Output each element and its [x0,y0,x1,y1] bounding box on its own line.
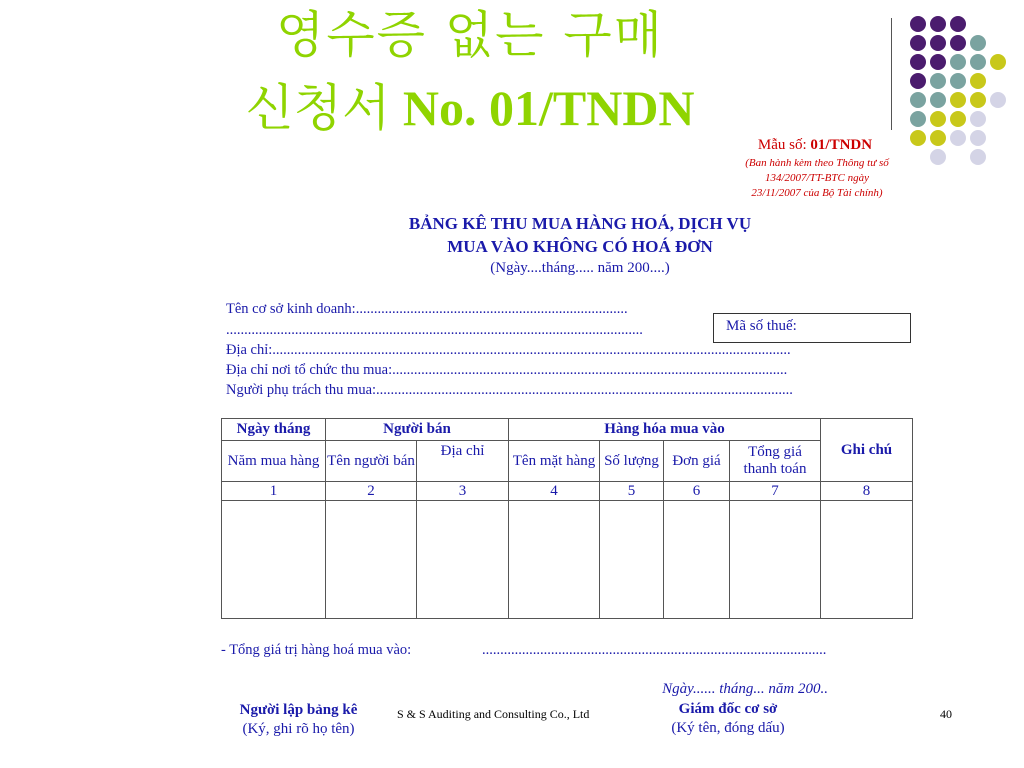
decorative-divider [891,18,892,130]
form-code [720,137,910,154]
dot [950,111,966,127]
dot [930,73,946,89]
preparer-title: Người lập bảng kê [239,702,358,718]
table-number-row [222,482,913,501]
col-number: 8 [821,482,913,501]
dot [930,54,946,70]
col-notes: Ghi chú [821,419,913,482]
tax-code-box [713,313,911,343]
empty-cell [326,501,417,619]
form-code-value: 01/TNDN [810,137,873,153]
dot [910,16,926,32]
col-item-name: Tên mặt hàng [509,441,600,482]
form-code-note-line3: 23/11/2007 của Bộ Tài chính) [751,187,883,199]
dot [910,73,926,89]
dot [930,35,946,51]
empty-cell [730,501,821,619]
total-dots: ............................................................................................... [482,642,827,658]
dot [970,54,986,70]
business-name-line: Tên cơ sở kinh doanh:........................................................................... [226,301,628,317]
person-in-charge-line: Người phụ trách thu mua:................................................................................................................... [226,382,793,398]
form-heading-line2: MUA VÀO KHÔNG CÓ HOÁ ĐƠN [447,237,713,256]
dot [930,111,946,127]
dot [930,16,946,32]
empty-cell [509,501,600,619]
dot [970,130,986,146]
empty-cell [222,501,326,619]
empty-cell [821,501,913,619]
form-code-note-line1: (Ban hành kèm theo Thông tư số [745,157,889,169]
col-group-seller: Người bán [326,419,509,441]
col-number: 2 [326,482,417,501]
col-quantity: Số lượng [600,441,664,482]
empty-cell [417,501,509,619]
dot [910,54,926,70]
address-line: Địa chỉ:............................................................................................................................................... [226,342,791,358]
page-number: 40 [940,707,952,721]
director-note: (Ký tên, đóng dấu) [671,720,785,736]
table-header-row [222,419,913,441]
dot [950,92,966,108]
col-group-goods: Hàng hóa mua vào [509,419,821,441]
sign-date: Ngày...... tháng... năm 200.. [662,681,828,697]
dot [930,92,946,108]
col-seller-name: Tên người bán [326,441,417,482]
dot [910,92,926,108]
form-code-note-line2: 134/2007/TT-BTC ngày [764,172,869,184]
form-code-note [718,156,916,201]
dot [910,35,926,51]
dot [970,73,986,89]
tax-code-label: Mã số thuế: [726,318,797,334]
col-year: Năm mua hàng [222,441,326,482]
col-number: 5 [600,482,664,501]
slide-title-korean: 신청서 [245,79,391,137]
dot [910,111,926,127]
slide-title-line1: 영수증 없는 구매 [276,6,664,64]
dot [950,54,966,70]
col-number: 4 [509,482,600,501]
form-date: (Ngày....tháng..... năm 200....) [490,260,670,276]
slide-title-code: No. 01/TNDN [402,80,695,136]
footer-company: S & S Auditing and Consulting Co., Ltd [397,707,590,721]
dot [950,16,966,32]
col-unit-price: Đơn giá [664,441,730,482]
dot [910,130,926,146]
purchase-address-line: Địa chỉ nơi tổ chức thu mua:............................................................................................................. [226,362,788,378]
director-title: Giám đốc cơ sở [678,701,778,717]
dot [970,111,986,127]
preparer-note: (Ký, ghi rõ họ tên) [242,721,355,737]
dot [950,130,966,146]
col-total-price: Tổng giá thanh toán [730,441,821,482]
dot [970,149,986,165]
dot [990,54,1006,70]
col-number: 7 [730,482,821,501]
slide-title-line2 [200,78,740,138]
empty-cell [600,501,664,619]
table-empty-row [222,501,913,619]
purchase-table [221,418,913,619]
dot [990,92,1006,108]
dot [950,35,966,51]
dot [950,73,966,89]
dot [930,149,946,165]
form-heading-line1: BẢNG KÊ THU MUA HÀNG HOÁ, DỊCH VỤ [408,214,752,233]
col-number: 1 [222,482,326,501]
col-number: 3 [417,482,509,501]
continuation-line: ................................................................................................................... [226,322,643,338]
total-label: - Tổng giá trị hàng hoá mua vào: [221,642,412,658]
col-group-date: Ngày tháng [222,419,326,441]
table-subheader-row [222,441,913,482]
empty-cell [664,501,730,619]
dot [970,92,986,108]
dot [930,130,946,146]
col-address: Địa chỉ [417,441,509,482]
form-code-label: Mẫu số: [757,137,807,153]
dot [970,35,986,51]
col-number: 6 [664,482,730,501]
